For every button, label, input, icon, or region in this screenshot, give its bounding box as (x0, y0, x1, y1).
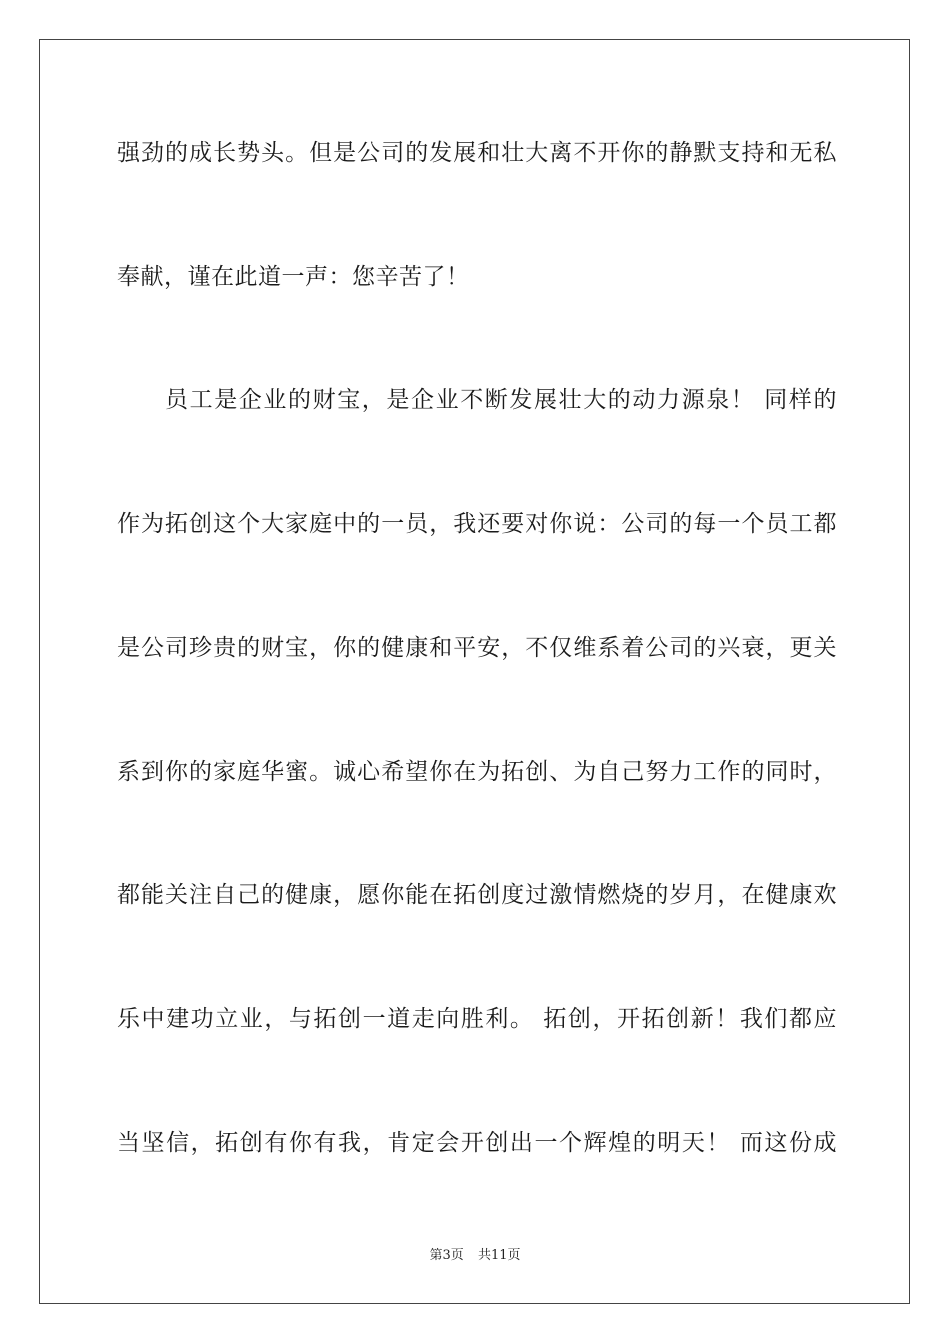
body-text-line-2: 奉献，谨在此道一声：您辛苦了！ (117, 264, 470, 290)
page-footer (0, 1247, 950, 1265)
page-border (39, 39, 910, 1304)
body-text-line-5: 是公司珍贵的财宝，你的健康和平安，不仅维系着公司的兴衰，更关 (117, 635, 837, 661)
page-total: 共11页 (477, 1248, 521, 1263)
body-text-line-4: 作为拓创这个大家庭中的一员，我还要对你说：公司的每一个员工都 (117, 511, 837, 537)
body-text-line-8: 乐中建功立业，与拓创一道走向胜利。 拓创，开拓创新！我们都应 (117, 1006, 837, 1032)
body-text-line-9: 当坚信，拓创有你有我，肯定会开创出一个辉煌的明天！ 而这份成 (117, 1130, 837, 1156)
body-text-line-6: 系到你的家庭华蜜。诚心希望你在为拓创、为自己努力工作的同时， (117, 759, 837, 785)
page-number: 第3页 (429, 1248, 464, 1263)
body-text-line-1: 强劲的成长势头。但是公司的发展和壮大离不开你的静默支持和无私 (117, 140, 837, 166)
body-text-line-7: 都能关注自己的健康，愿你能在拓创度过激情燃烧的岁月，在健康欢 (117, 882, 837, 908)
body-text-line-3: 员工是企业的财宝，是企业不断发展壮大的动力源泉！ 同样的 (165, 387, 837, 413)
